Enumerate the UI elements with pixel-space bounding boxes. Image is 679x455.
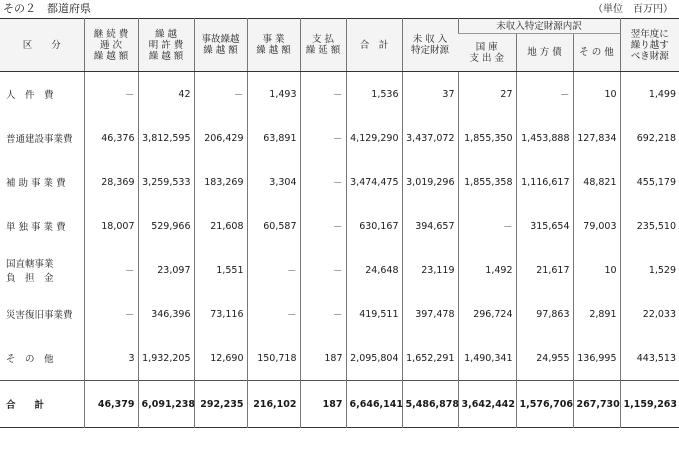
cell-value: 3,437,072 xyxy=(402,116,458,160)
header-shiharai: 支 払 繰 延 額 xyxy=(300,19,346,72)
cell-value: 37 xyxy=(402,72,458,117)
table-row xyxy=(0,248,679,292)
cell-value: 79,003 xyxy=(573,204,620,248)
header-kubun: 区 分 xyxy=(0,19,84,72)
table-caption: その２ 都道府県 xyxy=(3,2,91,15)
header-meikyo: 繰 越 明 許 費 繰 越 額 xyxy=(138,19,194,72)
cell-value: 692,218 xyxy=(620,116,679,160)
table-row xyxy=(0,292,679,336)
table-row xyxy=(0,381,679,428)
cell-value: 22,033 xyxy=(620,292,679,336)
cell-value: － xyxy=(247,248,300,292)
header-jigyo: 事 業 繰 越 額 xyxy=(247,19,300,72)
cell-value: 397,478 xyxy=(402,292,458,336)
cell-value: 394,657 xyxy=(402,204,458,248)
cell-value: 187 xyxy=(300,336,346,381)
cell-value: 1,932,205 xyxy=(138,336,194,381)
cell-value: 216,102 xyxy=(247,381,300,428)
cell-value: 3,304 xyxy=(247,160,300,204)
row-label: そ の 他 xyxy=(6,354,54,365)
cell-value: 97,863 xyxy=(516,292,573,336)
cell-value: 10 xyxy=(573,248,620,292)
header-kokko: 国 庫 支 出 金 xyxy=(458,34,516,72)
unit-label: （単位 百万円） xyxy=(593,4,673,15)
header-group: 未収入特定財源内訳 xyxy=(458,19,620,34)
cell-value: 630,167 xyxy=(346,204,402,248)
table-row xyxy=(0,160,679,204)
cell-value: 346,396 xyxy=(138,292,194,336)
cell-value: 235,510 xyxy=(620,204,679,248)
cell-value: 18,007 xyxy=(84,204,138,248)
cell-value: 2,891 xyxy=(573,292,620,336)
header-sonota: そ の 他 xyxy=(573,34,620,72)
cell-value: 23,097 xyxy=(138,248,194,292)
cell-value: 21,617 xyxy=(516,248,573,292)
cell-value: 1,499 xyxy=(620,72,679,117)
table-row xyxy=(0,72,679,117)
cell-value: 1,453,888 xyxy=(516,116,573,160)
cell-value: 1,116,617 xyxy=(516,160,573,204)
cell-value: － xyxy=(516,72,573,117)
cell-value: － xyxy=(458,204,516,248)
cell-value: 42 xyxy=(138,72,194,117)
header-gokei: 合 計 xyxy=(346,19,402,72)
header-keizoku: 継 続 費 逓 次 繰 越 額 xyxy=(84,19,138,72)
row-label: 普通建設事業費 xyxy=(6,134,73,145)
cell-value: 150,718 xyxy=(247,336,300,381)
cell-value: 127,834 xyxy=(573,116,620,160)
cell-value: 3,019,296 xyxy=(402,160,458,204)
cell-value: 23,119 xyxy=(402,248,458,292)
cell-value: 63,891 xyxy=(247,116,300,160)
cell-value: 1,159,263 xyxy=(620,381,679,428)
cell-value: 60,587 xyxy=(247,204,300,248)
cell-value: － xyxy=(300,72,346,117)
cell-value: 73,116 xyxy=(194,292,247,336)
cell-value: 6,091,238 xyxy=(138,381,194,428)
cell-value: － xyxy=(300,292,346,336)
cell-value: 6,646,141 xyxy=(346,381,402,428)
cell-value: － xyxy=(247,292,300,336)
cell-value: 4,129,290 xyxy=(346,116,402,160)
cell-value: 1,551 xyxy=(194,248,247,292)
cell-value: 2,095,804 xyxy=(346,336,402,381)
header-yokunen: 翌年度に 繰り越す べき財源 xyxy=(620,19,679,72)
cell-value: － xyxy=(300,248,346,292)
row-label: 合 計 xyxy=(0,381,84,428)
cell-value: 1,493 xyxy=(247,72,300,117)
cell-value: － xyxy=(300,116,346,160)
cell-value: 183,269 xyxy=(194,160,247,204)
cell-value: － xyxy=(300,204,346,248)
row-label: 補 助 事 業 費 xyxy=(6,178,66,189)
cell-value: 1,855,350 xyxy=(458,116,516,160)
table-row xyxy=(0,116,679,160)
table-row xyxy=(0,336,679,381)
cell-value: 21,608 xyxy=(194,204,247,248)
cell-value: 315,654 xyxy=(516,204,573,248)
cell-value: 46,379 xyxy=(84,381,138,428)
cell-value: 46,376 xyxy=(84,116,138,160)
header-jiko: 事故繰越 繰 越 額 xyxy=(194,19,247,72)
cell-value: 1,492 xyxy=(458,248,516,292)
cell-value: － xyxy=(84,292,138,336)
cell-value: 3,259,533 xyxy=(138,160,194,204)
cell-value: 3 xyxy=(84,336,138,381)
cell-value: 3,642,442 xyxy=(458,381,516,428)
cell-value: 1,652,291 xyxy=(402,336,458,381)
cell-value: 1,576,706 xyxy=(516,381,573,428)
row-label: 災害復旧事業費 xyxy=(6,310,73,321)
table-row xyxy=(0,204,679,248)
cell-value: 455,179 xyxy=(620,160,679,204)
cell-value: 529,966 xyxy=(138,204,194,248)
cell-value: 206,429 xyxy=(194,116,247,160)
cell-value: 187 xyxy=(300,381,346,428)
cell-value: 292,235 xyxy=(194,381,247,428)
header-mishu: 未 収 入 特定財源 xyxy=(402,19,458,72)
cell-value: 419,511 xyxy=(346,292,402,336)
cell-value: 136,995 xyxy=(573,336,620,381)
cell-value: － xyxy=(84,72,138,117)
cell-value: 24,648 xyxy=(346,248,402,292)
cell-value: － xyxy=(84,248,138,292)
cell-value: 1,490,341 xyxy=(458,336,516,381)
cell-value: 267,730 xyxy=(573,381,620,428)
cell-value: 12,690 xyxy=(194,336,247,381)
cell-value: 296,724 xyxy=(458,292,516,336)
cell-value: 5,486,878 xyxy=(402,381,458,428)
row-label: 人 件 費 xyxy=(6,90,54,101)
header-chiho: 地 方 債 xyxy=(516,34,573,72)
cell-value: 1,529 xyxy=(620,248,679,292)
cell-value: 10 xyxy=(573,72,620,117)
cell-value: 1,536 xyxy=(346,72,402,117)
cell-value: － xyxy=(194,72,247,117)
cell-value: 3,474,475 xyxy=(346,160,402,204)
data-table xyxy=(0,18,679,428)
row-label: 国直轄事業 負 担 金 xyxy=(6,259,54,284)
cell-value: 1,855,358 xyxy=(458,160,516,204)
cell-value: 28,369 xyxy=(84,160,138,204)
cell-value: 443,513 xyxy=(620,336,679,381)
cell-value: 24,955 xyxy=(516,336,573,381)
row-label: 単 独 事 業 費 xyxy=(6,222,66,233)
cell-value: 48,821 xyxy=(573,160,620,204)
cell-value: 27 xyxy=(458,72,516,117)
cell-value: 3,812,595 xyxy=(138,116,194,160)
cell-value: － xyxy=(300,160,346,204)
